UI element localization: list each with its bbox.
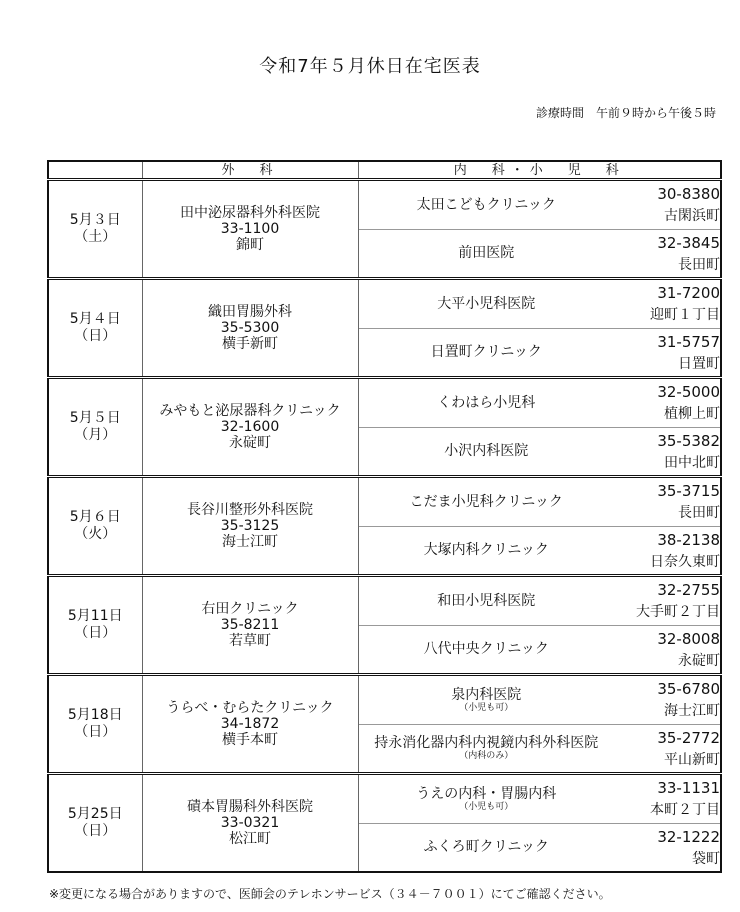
clinic-name-cell [358, 824, 614, 873]
clinic-name-cell [358, 230, 614, 279]
clinic-tel: 35-6780 [657, 680, 721, 698]
clinic-name: 小沢内科医院 [444, 443, 529, 459]
day-of-week: （月） [74, 427, 117, 443]
day-of-week: （日） [74, 328, 117, 344]
header-date [48, 161, 142, 180]
clinic-tel: 32-1222 [657, 827, 721, 846]
clinic-contact-cell [614, 725, 721, 774]
clinic-contact-cell [614, 428, 721, 477]
clinic-tel: 35-3715 [657, 482, 721, 500]
schedule-row [48, 378, 721, 428]
surgery-clinic-tel: 34-1872 [220, 716, 280, 732]
clinic-note: （小児も可） [459, 801, 514, 812]
schedule-row [48, 279, 721, 329]
clinic-tel: 32-3845 [657, 233, 721, 252]
clinic-area: 古閑浜町 [664, 208, 721, 224]
surgery-clinic-area: 若草町 [229, 633, 271, 649]
clinic-name: くわはら小児科 [437, 394, 536, 411]
header-surgery: 外 科 [142, 161, 358, 180]
clinic-name-cell [358, 675, 614, 725]
clinic-name: 持永消化器内科内視鏡内科外科医院 [374, 735, 599, 751]
surgery-clinic-tel: 32-1600 [220, 419, 280, 435]
date-text: 5月６日 [69, 509, 121, 525]
surgery-clinic-cell [142, 477, 358, 576]
surgery-clinic-area: 海士江町 [222, 534, 278, 550]
clinic-contact-cell [614, 576, 721, 626]
clinic-tel: 33-1131 [657, 779, 721, 797]
date-text: 5月18日 [67, 707, 123, 723]
clinic-area: 迎町１丁目 [650, 307, 721, 323]
clinic-contact-cell [614, 279, 721, 329]
clinic-name-cell [358, 626, 614, 675]
table-header-row [48, 161, 721, 180]
clinic-name: 和田小児科医院 [437, 592, 536, 609]
surgery-clinic-name: 織田胃腸外科 [208, 304, 292, 320]
schedule-row [48, 576, 721, 626]
surgery-clinic-name: 磧本胃腸科外科医院 [187, 799, 313, 815]
clinic-name: 大平小児科医院 [437, 295, 536, 312]
clinic-contact-cell [614, 824, 721, 873]
clinic-name-cell [358, 329, 614, 378]
clinic-name-cell [358, 378, 614, 428]
clinic-tel: 35-5382 [657, 431, 721, 450]
surgery-clinic-tel: 35-5300 [220, 320, 280, 336]
date-cell [48, 477, 142, 576]
clinic-name-cell [358, 279, 614, 329]
clinic-contact-cell [614, 477, 721, 527]
surgery-clinic-cell [142, 180, 358, 279]
date-text: 5月５日 [69, 410, 121, 426]
clinic-name: うえの内科・胃腸内科 [416, 785, 557, 802]
schedule-body [48, 180, 721, 873]
clinic-contact-cell [614, 329, 721, 378]
clinic-area: 日奈久東町 [650, 553, 721, 570]
date-cell [48, 279, 142, 378]
surgery-clinic-cell [142, 675, 358, 774]
clinic-area: 海士江町 [664, 703, 721, 719]
clinic-name: 太田こどもクリニック [416, 196, 556, 213]
surgery-clinic-area: 横手本町 [222, 732, 278, 748]
clinic-contact-cell [614, 180, 721, 230]
clinic-area: 袋町 [692, 850, 721, 867]
surgery-clinic-area: 錦町 [236, 237, 264, 253]
clinic-contact-cell [614, 675, 721, 725]
surgery-clinic-cell [142, 378, 358, 477]
clinic-tel: 32-5000 [657, 383, 721, 401]
clinic-tel: 31-7200 [657, 284, 721, 302]
date-cell [48, 675, 142, 774]
consultation-hours: 診療時間 午前９時から午後５時 [535, 106, 716, 120]
clinic-area: 永碇町 [678, 652, 721, 669]
footnote: ※変更になる場合がありますので、医師会のテレホンサービス（３４－７００１）にてご確認ください。 [49, 887, 611, 901]
surgery-clinic-name: うらべ・むらたクリニック [166, 700, 334, 716]
clinic-name-cell [358, 180, 614, 230]
holiday-schedule-table [47, 160, 722, 873]
clinic-name: ふくろ町クリニック [423, 839, 549, 855]
date-cell [48, 576, 142, 675]
schedule-row [48, 477, 721, 527]
surgery-clinic-area: 横手新町 [222, 336, 278, 352]
date-text: 5月11日 [67, 608, 123, 624]
schedule-row [48, 774, 721, 824]
surgery-clinic-tel: 35-3125 [220, 518, 280, 534]
clinic-area: 長田町 [678, 505, 721, 521]
clinic-area: 大手町２丁目 [636, 604, 721, 620]
clinic-area: 植柳上町 [664, 406, 721, 422]
date-cell [48, 378, 142, 477]
surgery-clinic-name: 右田クリニック [201, 601, 299, 617]
day-of-week: （火） [74, 526, 117, 542]
clinic-name: 日置町クリニック [430, 344, 542, 360]
clinic-name: 泉内科医院 [451, 686, 522, 703]
clinic-tel: 32-2755 [657, 581, 721, 599]
day-of-week: （日） [74, 625, 117, 641]
surgery-clinic-name: 田中泌尿器科外科医院 [180, 205, 320, 221]
schedule-row [48, 180, 721, 230]
clinic-name-cell [358, 725, 614, 774]
clinic-area: 日置町 [678, 355, 721, 372]
clinic-tel: 31-5757 [657, 332, 721, 351]
day-of-week: （日） [74, 823, 117, 839]
header-internal-pediatrics: 内 科・小 児 科 [358, 161, 721, 180]
clinic-name: 大塚内科クリニック [423, 542, 549, 558]
clinic-name: こだま小児科クリニック [409, 493, 563, 510]
date-cell [48, 180, 142, 279]
surgery-clinic-area: 松江町 [229, 831, 271, 847]
surgery-clinic-area: 永碇町 [229, 435, 271, 451]
date-text: 5月３日 [69, 212, 121, 228]
page-title: 令和7年５月休日在宅医表 [259, 56, 481, 77]
surgery-clinic-name: みやもと泌尿器科クリニック [159, 403, 341, 419]
surgery-clinic-name: 長谷川整形外科医院 [187, 502, 313, 518]
clinic-name-cell [358, 477, 614, 527]
clinic-area: 長田町 [678, 256, 721, 273]
clinic-note: （内科のみ） [459, 751, 514, 761]
clinic-tel: 30-8380 [657, 185, 721, 203]
clinic-contact-cell [614, 230, 721, 279]
surgery-clinic-tel: 33-0321 [220, 815, 280, 831]
clinic-contact-cell [614, 626, 721, 675]
date-cell [48, 774, 142, 873]
clinic-contact-cell [614, 527, 721, 576]
schedule-row [48, 675, 721, 725]
clinic-contact-cell [614, 774, 721, 824]
clinic-name-cell [358, 774, 614, 824]
day-of-week: （日） [74, 724, 117, 740]
clinic-name: 前田医院 [458, 245, 515, 261]
surgery-clinic-tel: 33-1100 [220, 221, 280, 237]
surgery-clinic-cell [142, 576, 358, 675]
clinic-area: 平山新町 [664, 751, 721, 768]
surgery-clinic-cell [142, 774, 358, 873]
clinic-contact-cell [614, 378, 721, 428]
clinic-tel: 35-2772 [657, 728, 721, 747]
clinic-name-cell [358, 428, 614, 477]
clinic-name-cell [358, 527, 614, 576]
surgery-clinic-cell [142, 279, 358, 378]
clinic-area: 本町２丁目 [650, 802, 721, 818]
date-text: 5月25日 [67, 806, 123, 822]
surgery-clinic-tel: 35-8211 [220, 617, 280, 633]
clinic-tel: 32-8008 [657, 629, 721, 648]
clinic-tel: 38-2138 [657, 530, 721, 549]
day-of-week: （土） [74, 229, 117, 245]
clinic-note: （小児も可） [459, 702, 514, 713]
clinic-name: 八代中央クリニック [423, 641, 549, 657]
date-text: 5月４日 [69, 311, 121, 327]
clinic-name-cell [358, 576, 614, 626]
clinic-area: 田中北町 [664, 454, 721, 471]
